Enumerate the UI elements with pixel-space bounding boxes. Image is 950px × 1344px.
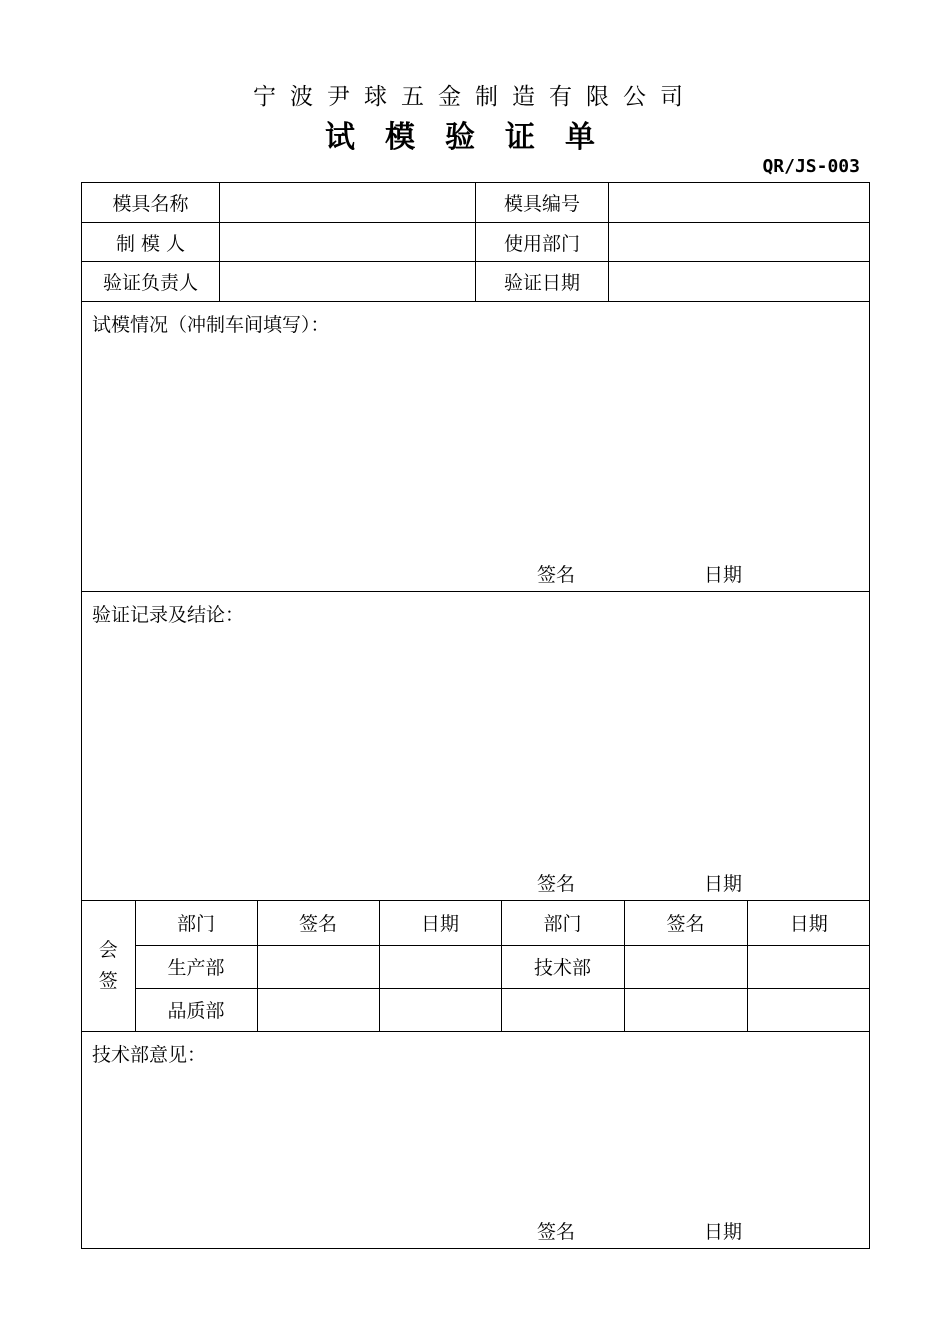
company-name: 宁波尹球五金制造有限公司: [253, 84, 697, 110]
countersign-row: [82, 945, 870, 988]
empty-dept-field[interactable]: [501, 988, 624, 1031]
countersign-table: [82, 901, 870, 1031]
trial-sign-label: 签名: [537, 564, 576, 586]
col-header-sign-left: 签名: [257, 901, 379, 945]
col-header-dept-right: 部门: [501, 901, 624, 945]
countersign-label: [82, 901, 135, 1031]
trial-block[interactable]: [82, 302, 870, 592]
verifier-label: 验证负责人: [82, 262, 220, 302]
dept-technical: 技术部: [501, 945, 624, 988]
verification-heading: 验证记录及结论：: [92, 604, 245, 626]
maker-field[interactable]: [220, 223, 476, 262]
dept-label: 使用部门: [476, 223, 609, 262]
verification-block[interactable]: [82, 592, 870, 901]
trial-section: [82, 302, 870, 592]
quality-date-field[interactable]: [379, 988, 501, 1031]
verification-section: [82, 592, 870, 901]
mold-name-field[interactable]: [220, 183, 476, 223]
dept-production: 生产部: [135, 945, 257, 988]
tech-opinion-sign-label: 签名: [537, 1221, 576, 1243]
quality-sign-field[interactable]: [257, 988, 379, 1031]
col-header-dept-left: 部门: [135, 901, 257, 945]
countersign-label-line1: 会: [98, 939, 118, 961]
mold-no-label: 模具编号: [476, 183, 609, 223]
countersign-section: [82, 901, 870, 1032]
verification-form: [81, 182, 870, 1249]
verification-date-label: 日期: [704, 873, 743, 895]
countersign-label-line2: 签: [98, 970, 118, 992]
maker-label: 制 模 人: [82, 223, 220, 262]
production-sign-field[interactable]: [257, 945, 379, 988]
col-header-date-left: 日期: [379, 901, 501, 945]
empty-date-field[interactable]: [747, 988, 870, 1031]
verify-date-label: 验证日期: [476, 262, 609, 302]
empty-sign-field[interactable]: [624, 988, 747, 1031]
mold-no-field[interactable]: [609, 183, 870, 223]
trial-date-label: 日期: [704, 564, 743, 586]
verify-date-field[interactable]: [609, 262, 870, 302]
tech-opinion-date-label: 日期: [704, 1221, 743, 1243]
form-title: 试模验证单: [325, 120, 625, 155]
tech-opinion-heading: 技术部意见：: [92, 1044, 207, 1066]
form-code: QR/JS-003: [762, 156, 860, 177]
verifier-field[interactable]: [220, 262, 476, 302]
dept-field[interactable]: [609, 223, 870, 262]
dept-quality: 品质部: [135, 988, 257, 1031]
technical-sign-field[interactable]: [624, 945, 747, 988]
verification-sign-label: 签名: [537, 873, 576, 895]
production-date-field[interactable]: [379, 945, 501, 988]
mold-name-label: 模具名称: [82, 183, 220, 223]
tech-opinion-block[interactable]: [82, 1032, 870, 1249]
info-row-3: [82, 262, 870, 302]
tech-opinion-section: [82, 1032, 870, 1249]
info-row-2: [82, 223, 870, 262]
trial-heading: 试模情况（冲制车间填写）：: [92, 314, 330, 336]
col-header-date-right: 日期: [747, 901, 870, 945]
info-row-1: [82, 183, 870, 223]
col-header-sign-right: 签名: [624, 901, 747, 945]
countersign-row: [82, 988, 870, 1031]
technical-date-field[interactable]: [747, 945, 870, 988]
